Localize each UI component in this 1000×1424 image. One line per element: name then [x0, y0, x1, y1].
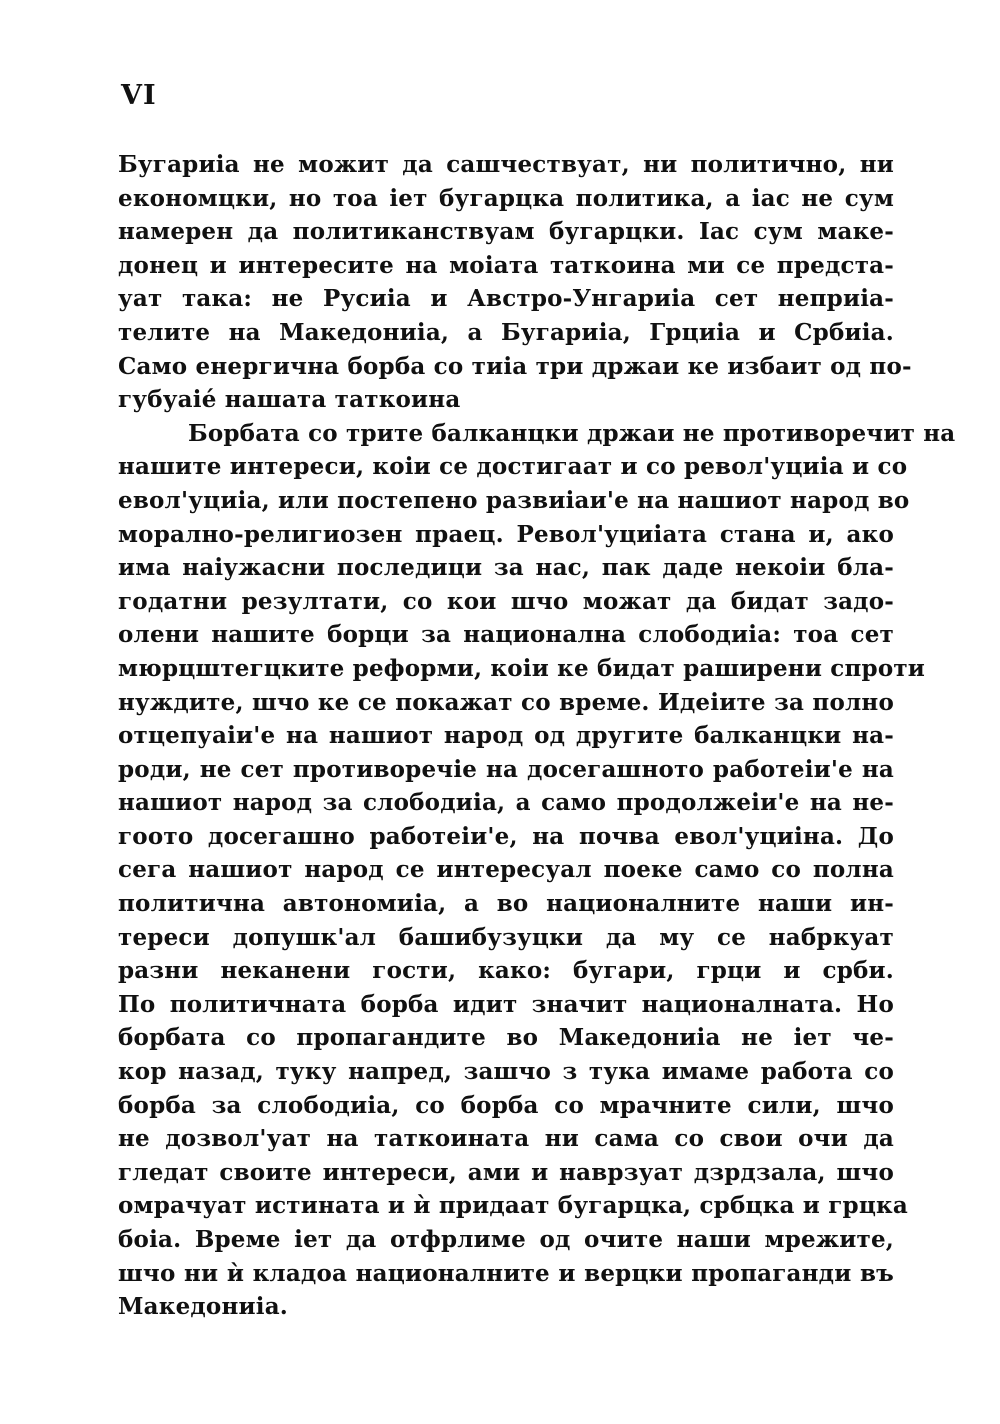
text-line: По политичната борба идит значит националната. Но	[118, 990, 894, 1018]
text-line: нуждите, шчо ке се покажат со време. Идеіите за полно	[118, 688, 894, 716]
text-line: Само енергична борба со тиіа три држаи ке избаит од по-	[118, 352, 912, 380]
text-line: борба за слободиіа, со борба со мрачните сили, шчо	[118, 1091, 894, 1119]
text-line: мюрцштегцките реформи, коіи ке бидат раширени спроти	[118, 654, 926, 682]
text-line: уат така: не Русиіа и Австро-Унгариіа сет неприіа-	[118, 285, 894, 313]
text-line: има наіужасни последици за нас, пак даде некоіи бла-	[118, 554, 894, 582]
text-line: олени нашите борци за национална слободиіа: тоа сет	[118, 621, 894, 649]
text-line: нашиот народ за слободиіа, а само продолжеіи'е на не-	[118, 789, 894, 817]
text-line: нашите интереси, коіи се достигаат и со револ'уциіа и со	[118, 453, 908, 481]
text-line: намерен да политиканствуам бугарцки. Іас сум маке-	[118, 218, 894, 246]
text-line: Бугариіа не можит да сашчествуат, ни политично, ни	[118, 151, 894, 178]
text-line: шчо ни ѝ кладоа националните и верцки пропаганди въ	[118, 1259, 894, 1287]
text-line: морално-религиозен праец. Револ'уциіата стана и, ако	[118, 520, 894, 548]
text-line: Борбата со трите балканцки држаи не противоречит на	[188, 419, 956, 447]
body-text	[118, 148, 956, 1324]
text-line: омрачуат истината и ѝ придаат бугарцка, србцка и грцка	[118, 1192, 908, 1220]
text-line: гледат своите интереси, ами и наврзуат дзрдзала, шчо	[118, 1158, 894, 1186]
text-line: сега нашиот народ се интересуал поеке само со полна	[118, 856, 894, 884]
page-number: VI	[121, 80, 157, 111]
text-line: разни неканени гости, како: бугари, грци и срби.	[118, 957, 894, 985]
text-line: донец и интересите на моіата таткоина ми се предста-	[118, 251, 894, 279]
text-line: годатни резултати, со кои шчо можат да бидат задо-	[118, 587, 894, 615]
text-line: гоото досегашно работеіи'е, на почва евол'уциіна. До	[118, 822, 894, 850]
text-line: тереси допушк'ал башибузуцки да му се набркуат	[118, 923, 894, 951]
text-line: кор назад, туку напред, зашчо з тука имаме работа со	[118, 1058, 894, 1086]
text-line: евол'уциіа, или постепено развиіаи'е на нашиот народ во	[118, 486, 910, 514]
text-line: Македониіа.	[118, 1293, 289, 1321]
text-line: борбата со пропагандите во Македониіа не іет че-	[118, 1024, 894, 1052]
text-line: телите на Македониіа, а Бугариіа, Грциіа и Србиіа.	[118, 318, 894, 346]
text-line: не дозвол'уат на таткоината ни сама со свои очи да	[118, 1125, 894, 1153]
paragraph-2	[118, 417, 956, 1324]
text-line: економцки, но тоа іет бугарцка политика, а іас не сум	[118, 184, 894, 212]
text-line: губуаіе́ нашата таткоина	[118, 386, 461, 414]
text-line: отцепуаіи'е на нашиот народ од другите балканцки на-	[118, 722, 894, 750]
text-line: роди, не сет противоречіе на досегашното работеіи'е на	[118, 755, 894, 783]
text-line: политична автономиіа, а во националните наши ин-	[118, 890, 894, 918]
text-line: боіа. Време іет да отфрлиме од очите наши мрежите,	[118, 1226, 894, 1253]
paragraph-1	[118, 148, 912, 417]
